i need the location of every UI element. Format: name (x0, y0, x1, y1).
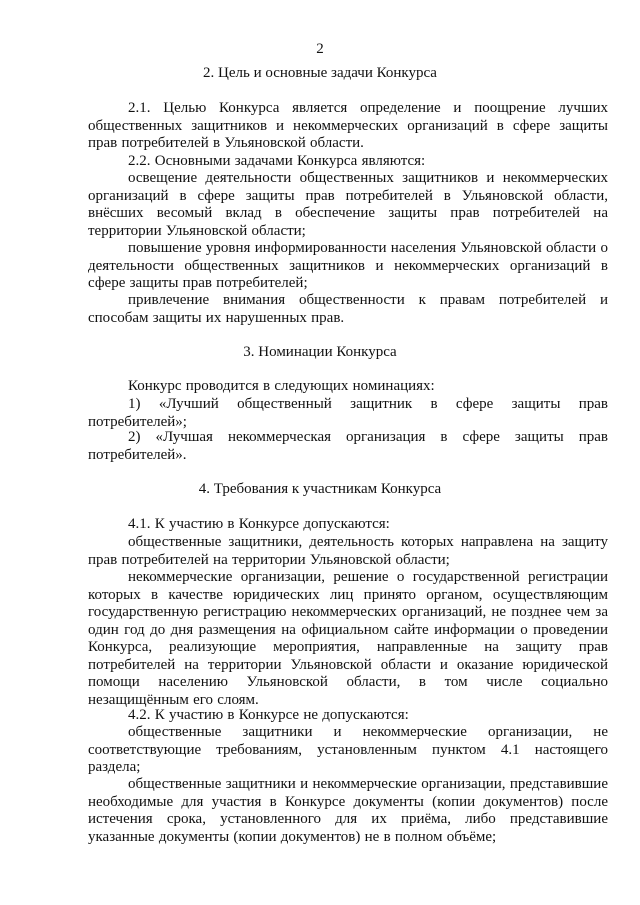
section-2-paragraph-3: освещение деятельности общественных защитников и некоммерческих организаций в сфере защиты прав потребителей в Ульяновской области, внёсших весомый вклад в обеспечение защиты прав потребителей на территории Ульяновской области; (88, 170, 608, 239)
section-4-paragraph-6: общественные защитники и некоммерческие организации, представившие необходимые для участия в Конкурсе документы (копии документов) после истечения срока, установленного для их приёма, либо представившие указанные документы (копии документов) не в полном объёме; (88, 776, 608, 845)
section-3-item-1: 1) «Лучший общественный защитник в сфере защиты прав потребителей»; (88, 396, 608, 430)
section-2-paragraph-5: привлечение внимания общественности к правам потребителей и способам защиты их нарушенных прав. (88, 292, 608, 326)
section-3-paragraph-1: Конкурс проводится в следующих номинациях: (128, 378, 435, 394)
section-4-paragraph-1: 4.1. К участию в Конкурсе допускаются: (128, 516, 390, 532)
page-number: 2 (316, 41, 324, 57)
section-4-paragraph-2: общественные защитники, деятельность которых направлена на защиту прав потребителей на территории Ульяновской области; (88, 534, 608, 568)
section-3-title: 3. Номинации Конкурса (243, 344, 397, 360)
section-2-paragraph-1: 2.1. Целью Конкурса является определение и поощрение лучших общественных защитников и некоммерческих организаций в сфере защиты прав потребителей в Ульяновской области. (88, 100, 608, 151)
section-2-paragraph-4: повышение уровня информированности населения Ульяновской области о деятельности общественных защитников и некоммерческих организаций в сфере защиты прав потребителей; (88, 240, 608, 291)
section-4-title: 4. Требования к участникам Конкурса (198, 481, 442, 497)
section-4-paragraph-3: некоммерческие организации, решение о государственной регистрации которых в качестве юридических лиц принято органом, осуществляющим государственную регистрацию некоммерческих организаций, не позднее чем за один год до дня размещения на официальном сайте информации о проведении Конкурса, реализующие мероприятия, направленные на защиту прав потребителей на территории Ульяновской области и оказание юридической помощи населению Ульяновской области, в том числе социально незащищённым его слоям. (88, 569, 608, 708)
section-4-paragraph-4: 4.2. К участию в Конкурсе не допускаются: (128, 707, 409, 723)
section-3-item-2: 2) «Лучшая некоммерческая организация в сфере защиты прав потребителей». (88, 429, 608, 463)
section-2-title: 2. Цель и основные задачи Конкурса (203, 65, 437, 81)
section-4-paragraph-5: общественные защитники и некоммерческие организации, не соответствующие требованиям, установленным пунктом 4.1 настоящего раздела; (88, 724, 608, 775)
section-2-paragraph-2: 2.2. Основными задачами Конкурса являются: (128, 153, 426, 169)
